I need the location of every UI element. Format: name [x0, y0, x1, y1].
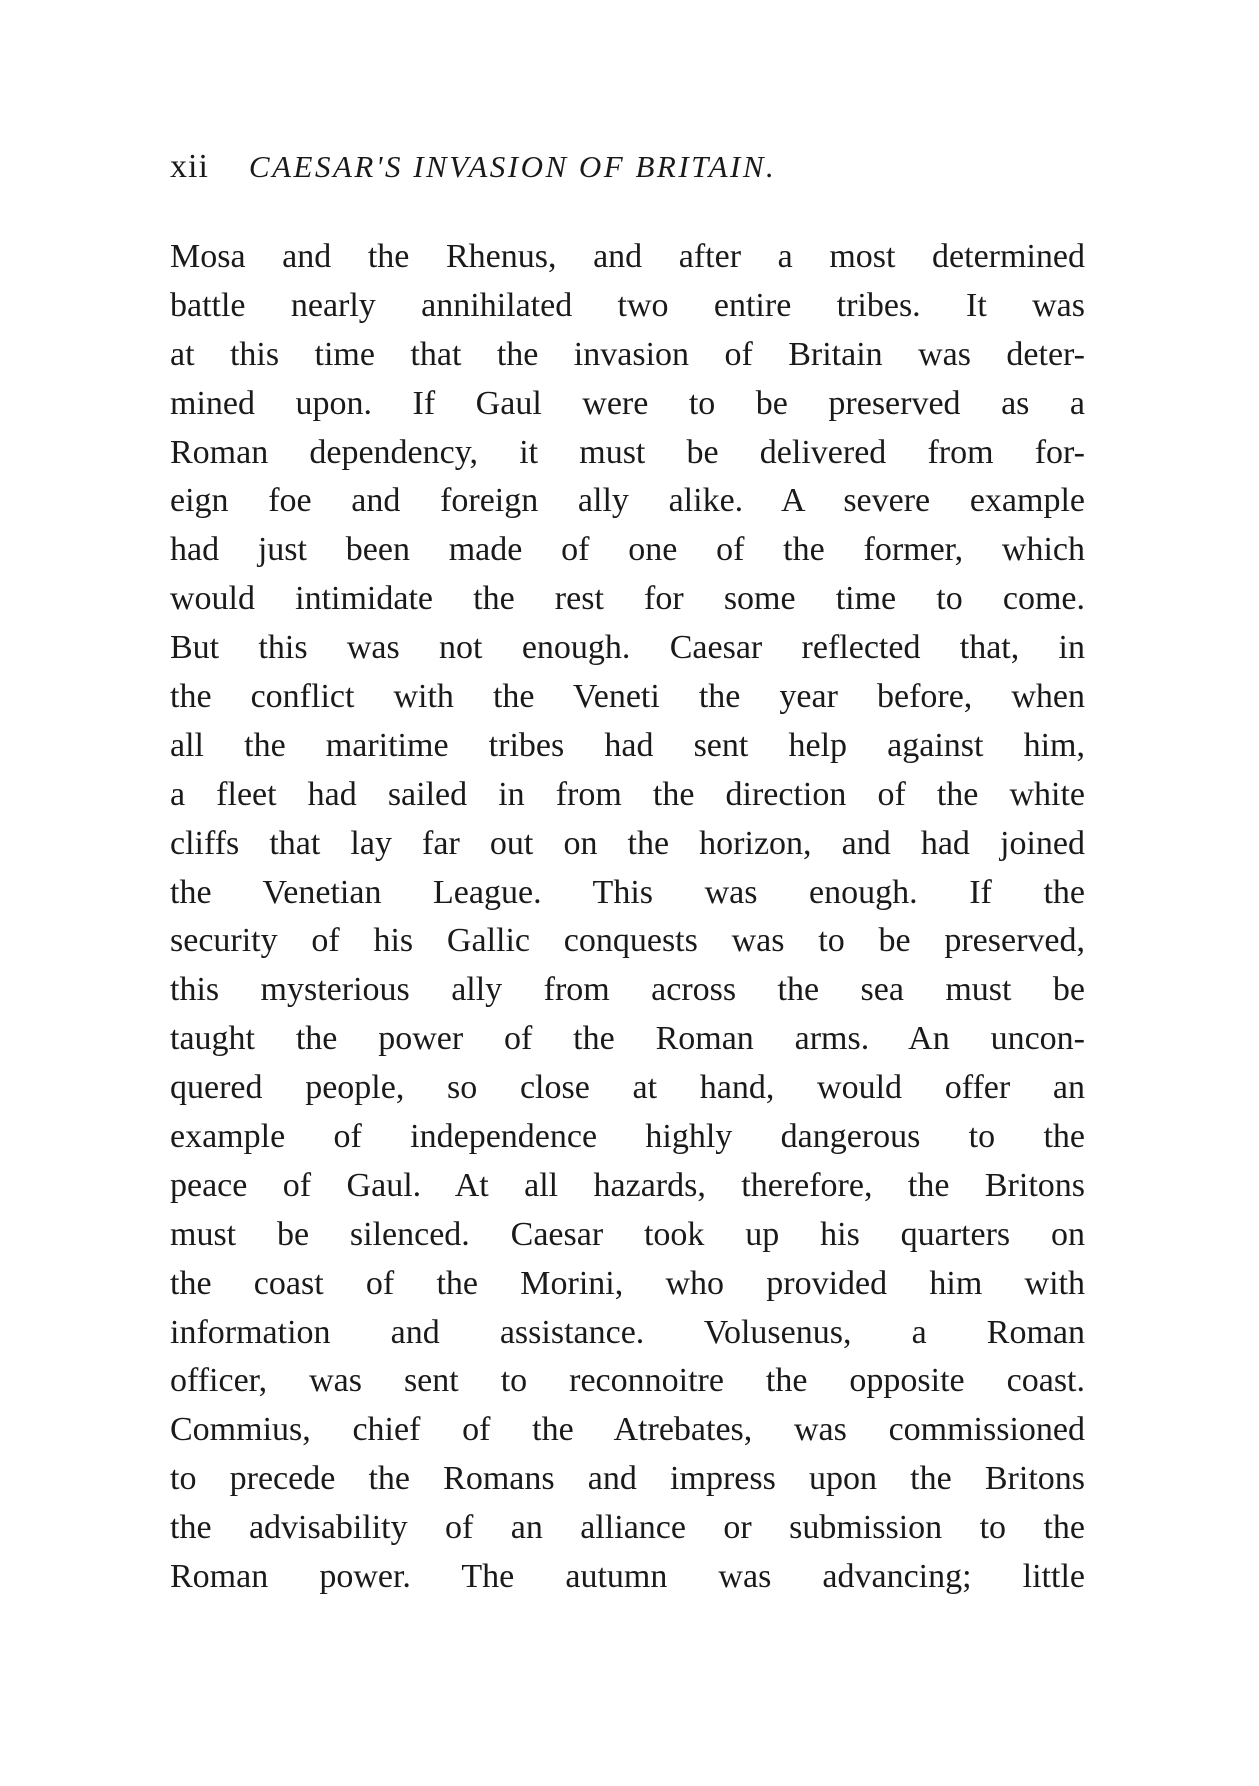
text-line: Commius, chief of the Atrebates, was commissioned [170, 1411, 1085, 1449]
text-line: all the maritime tribes had sent help against him, [170, 726, 1085, 764]
text-line: information and assistance. Volusenus, a Roman [170, 1313, 1085, 1351]
text-line: quered people, so close at hand, would offer an [170, 1069, 1085, 1107]
text-line: a fleet had sailed in from the direction of the white [170, 775, 1085, 813]
text-line: eign foe and foreign ally alike. A severe example [170, 482, 1085, 520]
text-line: Roman power. The autumn was advancing; little [170, 1558, 1085, 1596]
text-line: this mysterious ally from across the sea must be [170, 971, 1085, 1009]
text-line: at this time that the invasion of Britain was deter- [170, 335, 1085, 373]
text-line: Mosa and the Rhenus, and after a most determined [170, 238, 1085, 275]
book-title: CAESAR'S INVASION OF BRITAIN. [248, 149, 777, 184]
text-line: cliffs that lay far out on the horizon, and had joined [170, 824, 1085, 862]
text-line: battle nearly annihilated two entire tribes. It was [170, 286, 1085, 324]
body-text [170, 233, 1085, 1602]
text-line: mined upon. If Gaul were to be preserved as a [170, 384, 1085, 422]
text-line: must be silenced. Caesar took up his quarters on [170, 1215, 1085, 1253]
text-line: example of independence highly dangerous to the [170, 1118, 1085, 1156]
page-number: xii [170, 148, 209, 185]
text-line: the conflict with the Veneti the year before, when [170, 678, 1085, 716]
text-line: taught the power of the Roman arms. An uncon- [170, 1020, 1085, 1058]
text-line: the advisability of an alliance or submission to the [170, 1509, 1085, 1547]
text-line: officer, was sent to reconnoitre the opposite coast. [170, 1362, 1085, 1400]
text-line: the coast of the Morini, who provided him with [170, 1264, 1085, 1302]
text-line: would intimidate the rest for some time to come. [170, 580, 1085, 618]
text-line: to precede the Romans and impress upon the Britons [170, 1460, 1085, 1498]
text-line: peace of Gaul. At all hazards, therefore, the Britons [170, 1166, 1085, 1204]
text-line: security of his Gallic conquests was to be preserved, [170, 922, 1085, 960]
running-head [170, 148, 1090, 192]
text-line: But this was not enough. Caesar reflected that, in [170, 629, 1085, 667]
text-line: Roman dependency, it must be delivered from for- [170, 433, 1085, 471]
text-line: had just been made of one of the former, which [170, 531, 1085, 569]
text-line: the Venetian League. This was enough. If the [170, 873, 1085, 911]
